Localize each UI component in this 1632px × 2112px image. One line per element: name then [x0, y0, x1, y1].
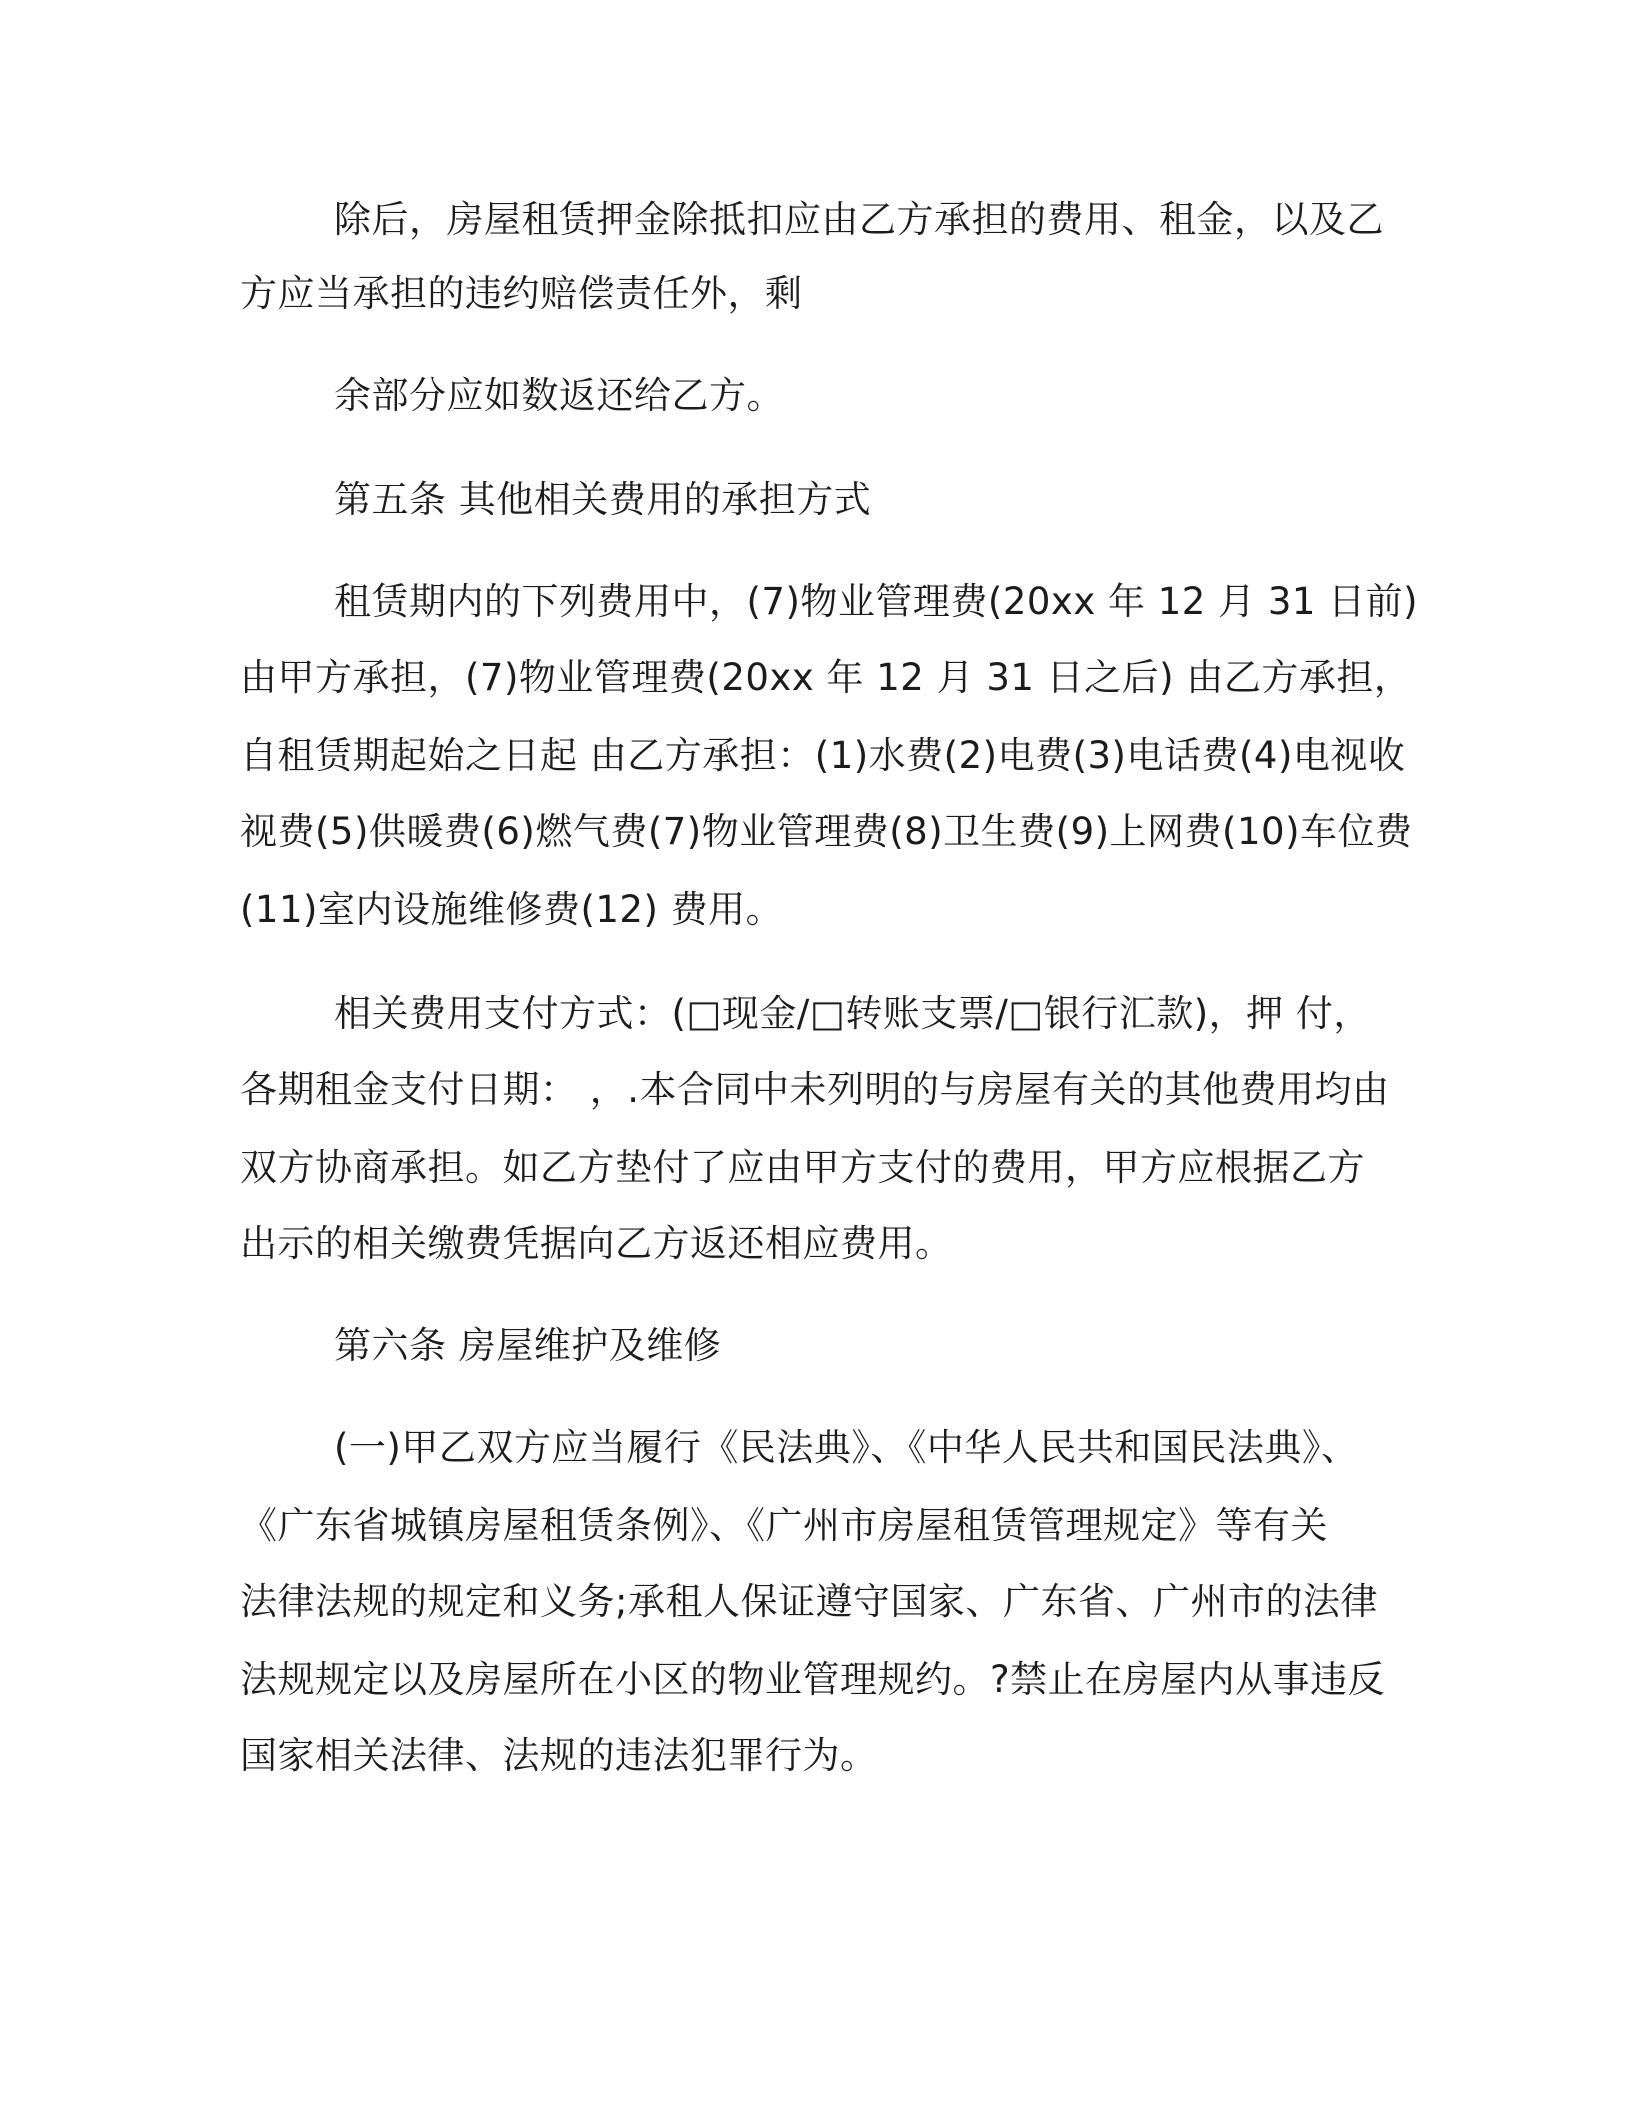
text-line: 双方协商承担。如乙方垫付了应由甲方支付的费用，甲方应根据乙方	[240, 1146, 1365, 1189]
text-line: 自租赁期起始之日起 由乙方承担：(1)水费(2)电费(3)电话费(4)电视收	[240, 734, 1406, 777]
text-line: 出示的相关缴费凭据向乙方返还相应费用。	[240, 1222, 953, 1265]
text-line: 余部分应如数返还给乙方。	[334, 374, 784, 417]
text-line: 法律法规的规定和义务;承租人保证遵守国家、广东省、广州市的法律	[240, 1580, 1378, 1623]
text-line: 法规规定以及房屋所在小区的物业管理规约。?禁止在房屋内从事违反	[240, 1658, 1386, 1701]
text-line: 方应当承担的违约赔偿责任外，剩	[240, 272, 803, 315]
text-line: 国家相关法律、法规的违法犯罪行为。	[240, 1734, 878, 1777]
text-line: (11)室内设施维修费(12) 费用。	[240, 888, 784, 931]
section-heading: 第六条 房屋维护及维修	[334, 1324, 722, 1367]
text-line: 相关费用支付方式：(□现金/□转账支票/□银行汇款)，押 付，	[334, 992, 1371, 1035]
text-line: 租赁期内的下列费用中，(7)物业管理费(20xx 年 12 月 31 日前)	[334, 580, 1419, 623]
text-line: 《广东省城镇房屋租赁条例》、《广州市房屋租赁管理规定》等有关	[240, 1504, 1328, 1547]
text-line: 除后，房屋租赁押金除抵扣应由乙方承担的费用、租金，以及乙	[334, 198, 1384, 241]
text-line: (一)甲乙双方应当履行《民法典》、《中华人民共和国民法典》、	[334, 1426, 1359, 1469]
text-line: 视费(5)供暖费(6)燃气费(7)物业管理费(8)卫生费(9)上网费(10)车位费	[240, 810, 1413, 853]
text-line: 由甲方承担，(7)物业管理费(20xx 年 12 月 31 日之后) 由乙方承担，	[240, 656, 1412, 699]
text-line: 各期租金支付日期： ，.本合同中未列明的与房屋有关的其他费用均由	[240, 1068, 1390, 1111]
section-heading: 第五条 其他相关费用的承担方式	[334, 478, 872, 521]
